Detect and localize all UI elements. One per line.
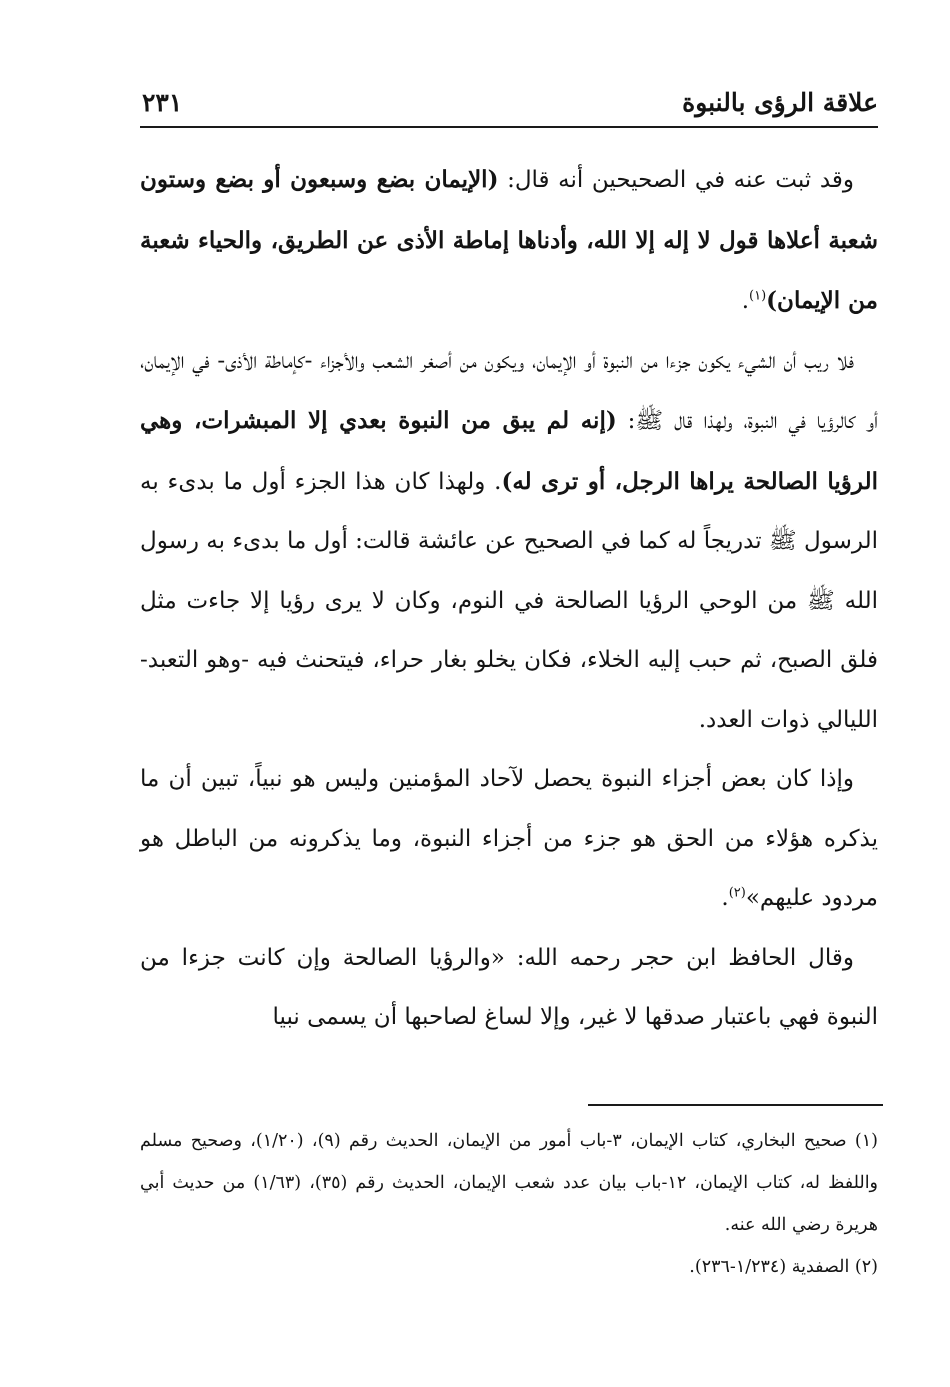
footnote-1: (١) صحيح البخاري، كتاب الإيمان، ٣-باب أمور من الإيمان، الحديث رقم (٩)، (١/٢٠)، وصحيح مسلم واللفظ له، كتاب الإيمان، ١٢-باب بيان عدد شعب الإيمان، الحديث رقم (٣٥)، (١/٦٣) من حديث أبي هريرة رضي الله عنه. [140,1131,879,1235]
hadith-glad-tidings: (إنه لم يبق من النبوة بعدي إلا المبشرات، وهي الرؤيا الصالحة يراها الرجل، أو ترى له) [140,407,879,495]
paragraph-1-intro: وقد ثبت عنه في الصحيحين أنه قال: [498,167,854,193]
hadith-faith-branches: (الإيمان بضع وسبعون أو بضع وستون شعبة أعلاها قول لا إله إلا الله، وأدناها إماطة الأذى عن الطريق، والحياء شعبة من الإيمان) [140,166,878,314]
paragraph-2-text-1: فلا ريب أن الشيء يكون جزءا من النبوة أو الإيمان، ويكون من أصغر الشعب والأجزاء -كإماطة الأذى- في الإيمان، أو كالرؤيا في النبوة، ولهذا قال ﷺ: [140,347,878,434]
footnote-divider [588,1104,883,1106]
paragraph-4-text: وقال الحافظ ابن حجر رحمه الله: «والرؤيا الصالحة وإن كانت جزءا من النبوة فهي باعتبار صدقها لا غير، وإلا لساغ لصاحبها أن يسمى نبيا [140,944,878,1030]
paragraph-1 [140,150,878,332]
footnote-2: (٢) الصفدية (١/٢٣٤-٢٣٦). [689,1257,878,1277]
page-number: ٢٣١ [142,88,183,117]
page-header [140,86,878,128]
running-title: علاقة الرؤى بالنبوة [682,88,878,117]
paragraph-3-end: . [721,885,729,911]
paragraph-2-text-2: . ولهذا كان هذا الجزء أول ما بدىء به الرسول ﷺ تدريجاً له كما في الصحيح عن عائشة قالت: أول ما بدىء به رسول الله ﷺ من الوحي الرؤيا الصالحة في النوم، وكان لا يرى رؤيا إلا جاءت مثل فلق الصبح، ثم حبب إليه الخلاء، فكان يخلو بغار حراء، فيتحنث فيه -وهو التعبد- الليالي ذوات العدد. [140,468,878,733]
main-text [140,150,878,1048]
paragraph-2 [140,332,878,751]
footnote-ref-1: (١) [749,288,767,304]
paragraph-1-end: . [741,288,750,314]
paragraph-4 [140,929,878,1048]
footnotes [140,1120,878,1288]
footnote-ref-2: (٢) [728,885,746,901]
paragraph-3-text: وإذا كان بعض أجزاء النبوة يحصل لآحاد المؤمنين وليس هو نبياً، تبين أن ما يذكره هؤلاء من الحق هو جزء من أجزاء النبوة، وما يذكرونه من الباطل هو مردود عليهم» [140,766,878,911]
paragraph-3 [140,750,878,929]
